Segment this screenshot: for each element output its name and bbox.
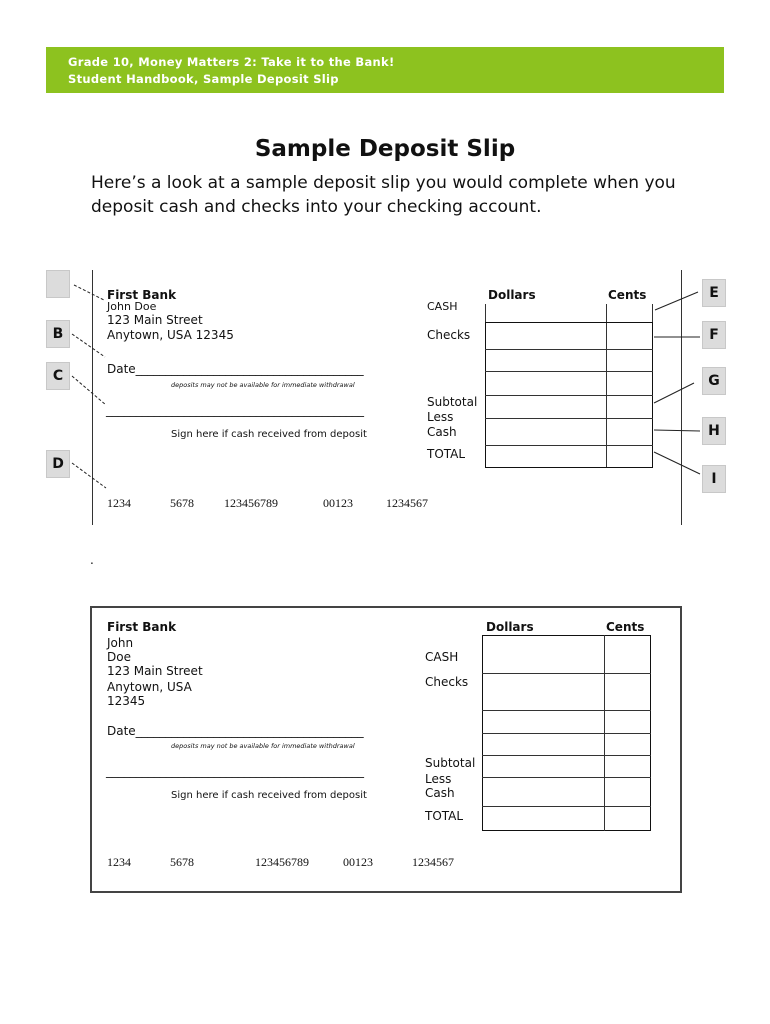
callout-b: B <box>46 320 70 348</box>
leader-line-e <box>655 292 698 310</box>
slip1-routing-4: 00123 <box>323 496 353 510</box>
slip1-less-label: Less <box>427 410 454 424</box>
callout-e: E <box>702 279 726 307</box>
grid-line <box>485 371 653 372</box>
slip2-name-first: John <box>107 636 134 650</box>
slip2-less-label: Less <box>425 772 452 786</box>
slip1-city: Anytown, USA 12345 <box>107 328 234 342</box>
slip2-cents-header: Cents <box>606 620 645 634</box>
slip1-routing-2: 5678 <box>170 496 194 510</box>
grid-line <box>482 733 651 734</box>
slip1-subtotal-label: Subtotal <box>427 395 478 409</box>
leader-line-i <box>654 452 700 474</box>
callout-d: D <box>46 450 70 478</box>
slip2-date-field: Date______________________________________ <box>107 724 364 738</box>
slip2-street: 123 Main Street <box>107 664 203 678</box>
slip1-checks-label: Checks <box>427 328 471 342</box>
stray-mark: . <box>90 553 94 567</box>
grid-line <box>482 806 651 807</box>
slip1-account-name: John Doe <box>107 300 157 313</box>
callout-g: G <box>702 367 726 395</box>
callout-h: H <box>702 417 726 445</box>
page-title: Sample Deposit Slip <box>254 136 516 162</box>
slip1-date-field: Date______________________________________ <box>107 362 364 376</box>
grid-line <box>485 445 653 446</box>
leader-line-h <box>654 430 700 431</box>
leader-line-c <box>72 376 106 405</box>
slip2-cash-label: CASH <box>425 650 459 664</box>
grid-line <box>485 349 653 350</box>
slip1-routing-3: 123456789 <box>224 496 278 510</box>
slip1-dollars-header: Dollars <box>488 288 536 302</box>
callout-c: C <box>46 362 70 390</box>
slip2-signature-line: ___________________________________________ <box>106 764 364 778</box>
grid-line <box>485 395 653 396</box>
intro-text: Here’s a look at a sample deposit slip you would complete when you deposit cash and checks into your checking account. <box>91 173 676 217</box>
slip2-name-last: Doe <box>107 650 131 664</box>
slip2-bank-name: First Bank <box>107 620 177 634</box>
slip2-routing-4: 00123 <box>343 855 373 869</box>
slip1-availability-notice: deposits may not be available for immediate withdrawal <box>171 381 355 389</box>
slip2-less-cash-label: Cash <box>425 786 455 800</box>
slip1-routing-1: 1234 <box>107 496 131 510</box>
grid-line <box>652 304 653 323</box>
slip2-availability-notice: deposits may not be available for immediate withdrawal <box>171 742 355 750</box>
slip2-checks-label: Checks <box>425 675 469 689</box>
slip2-subtotal-label: Subtotal <box>425 756 476 770</box>
leader-line-d <box>72 463 106 488</box>
slip2-signature-label: Sign here if cash received from deposit <box>171 790 367 801</box>
slip2-routing-5: 1234567 <box>412 855 454 869</box>
grid-line <box>482 777 651 778</box>
leader-line-g <box>654 383 694 403</box>
slip2-city: Anytown, USA <box>107 680 192 694</box>
grid-line <box>485 304 486 323</box>
slip2-routing-2: 5678 <box>170 855 194 869</box>
slip1-routing-5: 1234567 <box>386 496 428 510</box>
grid-line <box>485 418 653 419</box>
grid-line <box>482 755 651 756</box>
callout-f: F <box>702 321 726 349</box>
grid-line <box>482 710 651 711</box>
slip1-cash-label: CASH <box>427 300 458 313</box>
slip1-bank-name: First Bank <box>107 288 177 302</box>
slip1-less-cash-label: Cash <box>427 425 457 439</box>
callout-a <box>46 270 70 298</box>
callout-i: I <box>702 465 726 493</box>
slip1-signature-label: Sign here if cash received from deposit <box>171 429 367 440</box>
header-course-title: Grade 10, Money Matters 2: Take it to the Bank! <box>68 55 395 69</box>
slip1-signature-line: ___________________________________________ <box>106 403 364 417</box>
leader-line-a <box>74 285 104 300</box>
slip1-street: 123 Main Street <box>107 313 203 327</box>
slip1-total-label: TOTAL <box>427 447 466 461</box>
slip2-zip: 12345 <box>107 694 146 708</box>
slip2-total-label: TOTAL <box>425 809 464 823</box>
slip2-routing-1: 1234 <box>107 855 131 869</box>
leader-line-b <box>72 334 105 357</box>
slip1-cents-header: Cents <box>608 288 647 302</box>
slip2-dollars-header: Dollars <box>486 620 534 634</box>
grid-line <box>482 673 651 674</box>
slip2-routing-3: 123456789 <box>255 855 309 869</box>
header-subtitle: Student Handbook, Sample Deposit Slip <box>68 72 339 86</box>
